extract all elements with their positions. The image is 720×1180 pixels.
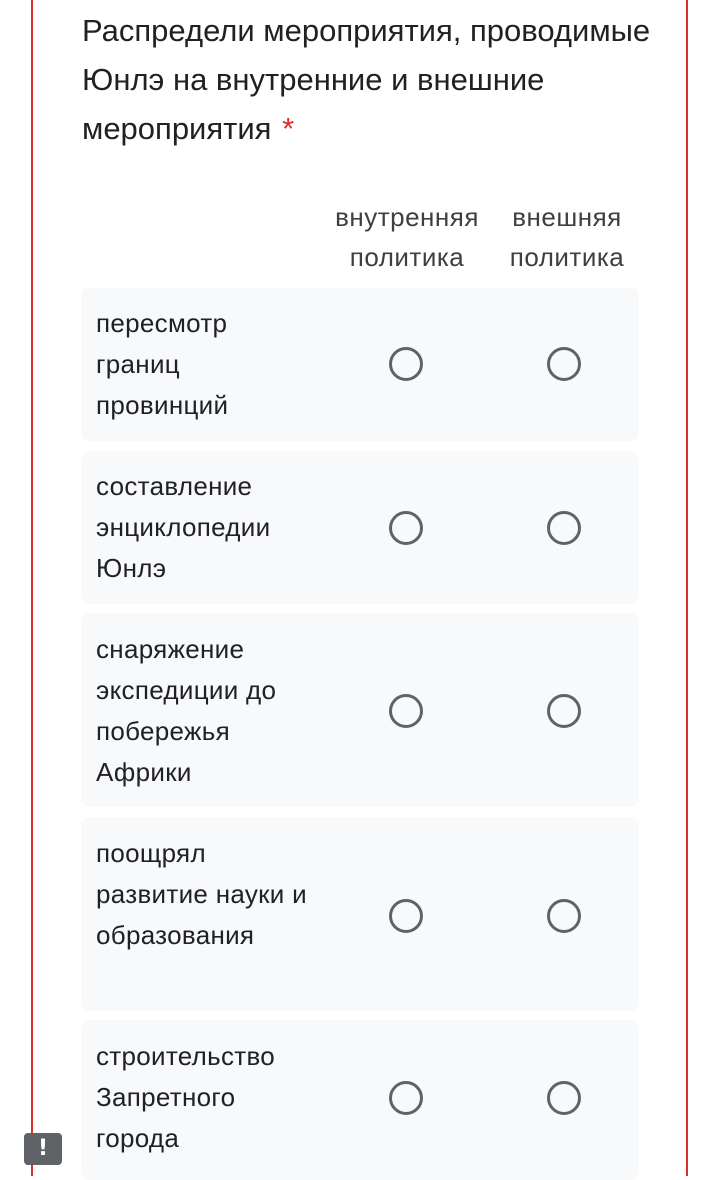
radio-internal[interactable] [389,1081,423,1115]
grid-row [81,288,639,441]
row-label: пересмотр границ провинций [96,308,229,420]
row-label: снаряжение экспедиции до побережья Африки [96,634,277,787]
row-label: составление энциклопедии Юнлэ [96,471,271,583]
column-header-internal: внутренняя политика [335,202,479,272]
row-label: строительство Запретного города [96,1041,276,1153]
grid-row [81,1020,639,1180]
radio-internal[interactable] [389,694,423,728]
grid-row [81,451,639,604]
column-header-external: внешняя политика [509,202,625,272]
required-asterisk: * [282,111,295,146]
radio-external[interactable] [547,511,581,545]
radio-internal[interactable] [389,899,423,933]
radio-external[interactable] [547,694,581,728]
question-title [82,6,662,153]
radio-internal[interactable] [389,511,423,545]
radio-external[interactable] [547,1081,581,1115]
exclamation-icon[interactable]: ! [24,1133,62,1165]
grid-row [81,613,639,807]
radio-external[interactable] [547,347,581,381]
grid-row [81,817,639,1011]
row-label: поощрял развитие науки и образования [96,838,307,950]
radio-internal[interactable] [389,347,423,381]
question-title-text: Распредели мероприятия, проводимые Юнлэ на внутренние и внешние мероприятия [82,13,651,146]
radio-external[interactable] [547,899,581,933]
